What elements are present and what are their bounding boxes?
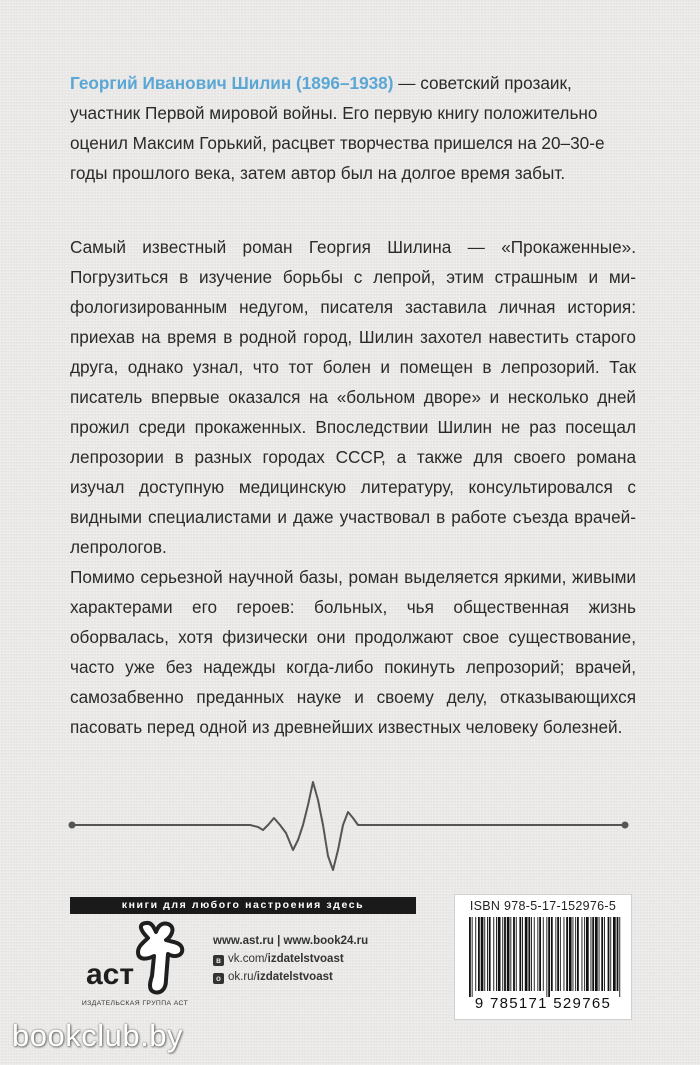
barcode-bar [478,917,480,991]
barcode-bar [498,917,501,991]
publisher-links [213,932,368,986]
barcode-bar [582,917,583,991]
heartbeat-line-icon [0,770,700,880]
barcode-bar [557,917,559,991]
barcode-bar [537,917,538,991]
logo-text: аст [86,958,135,991]
barcode-bar [531,917,532,991]
barcode-bar [591,917,592,991]
barcode-bar [584,917,585,991]
barcode-bar [516,917,517,991]
barcode-bar [484,917,485,991]
barcode-bar [555,917,556,991]
isbn-barcode-box [454,894,632,1020]
barcode-bar [599,917,600,991]
book-annotation [70,232,636,742]
barcode-bar [539,917,541,991]
barcode-bar [469,917,471,997]
barcode-bar [522,917,523,991]
barcode-bar [504,917,506,991]
barcode-bar [575,917,576,991]
publisher-name: ИЗДАТЕЛЬСКАЯ ГРУППА АСТ [81,1000,189,1007]
annotation-paragraph-1: Самый известный роман Георгия Шилина — «Прокаженные». Погрузиться в изучение борьбы с лепрой, этим страшным и мифологизированным недугом, писателя заставила личная история: приехав на время в родной город, Шилин захотел навестить старого друга, однако узнал, что тот болен и помещен в лепрозорий. Так писатель впервые оказался на «больном дворе» и несколько дней прожил среди прокаженных. Впоследствии Шилин не раз посещал лепрозории в разных городах СССР, а также для своего романа изучал доступную медицинскую литературу, консультировался с видными специалистами и даже участвовал в работе съезда врачей-лепрологов. [70,237,636,557]
barcode-bar [586,917,589,991]
barcode-bar [617,917,619,991]
barcode-bar [489,917,491,991]
barcode-bar [493,917,494,991]
vk-icon: в [213,955,224,966]
barcode-icon [467,917,625,997]
barcode-bar [496,917,497,991]
annotation-paragraph-2: Помимо серьезной научной базы, роман выделяется яркими, живыми характерами его героев: больных, чья общественная жизнь оборвалась, хотя физически они продолжают свое существование, часто уже без надежды когда-либо покинуть лепрозорий; врачей, самозабвенно преданных науке и своему делу, отказывающихся пасовать перед одной из древнейших известных человеку болезней. [70,567,636,737]
barcode-bar [564,917,565,991]
watermark: bookclub.by [12,1018,183,1053]
isbn-digits: 9 785171 529765 [474,995,612,1012]
barcode-bar [610,917,611,991]
website-links[interactable]: www.ast.ru | www.book24.ru [213,935,369,947]
tagline-banner: книги для любого настроения здесь [70,897,416,914]
barcode-bar [510,917,511,991]
vk-link[interactable] [213,950,368,968]
ok-handle: izdatelstvoast [256,971,333,983]
barcode-bar [548,917,550,997]
barcode-bar [472,917,473,997]
author-intro [70,68,636,188]
ast-logo-icon [80,920,190,1010]
barcode-bar [543,917,544,991]
barcode-bar [577,917,579,991]
barcode-bar [519,917,521,991]
barcode-bar [560,917,561,991]
barcode-bar [551,917,553,991]
barcode-bar [475,917,476,991]
barcode-bar [534,917,535,991]
barcode-bar [569,917,572,991]
author-bio: — советский прозаик, участник Первой мировой войны. Его первую книгу положительно оценил Максим Горький, расцвет творчества пришелся на 20–30-е годы прошлого века, затем автор был на долгое время забыт. [70,73,605,183]
barcode-bar [573,917,574,991]
author-name: Георгий Иванович Шилин (1896–1938) [70,73,394,93]
barcode-bar [566,917,568,991]
barcode-bar [608,917,610,991]
vk-handle: izdatelstvoast [267,953,344,965]
barcode-bar [507,917,510,991]
barcode-bar [595,917,598,991]
barcode-bar [601,917,603,991]
barcode-bar [546,917,547,997]
barcode-bar [513,917,515,991]
barcode-bar [502,917,503,991]
ok-prefix: ok.ru/ [228,971,257,983]
barcode-bar [487,917,488,991]
barcode-bar [619,917,620,997]
ok-link[interactable] [213,968,368,986]
barcode-bar [613,917,616,991]
barcode-bar [592,917,594,991]
barcode-bar [604,917,605,991]
vk-prefix: vk.com/ [228,953,268,965]
ok-icon: о [213,973,224,984]
barcode-bar [525,917,528,991]
barcode-bar [528,917,530,991]
barcode-bar [481,917,484,991]
isbn-label: ISBN 978-5-17-152976-5 [469,899,617,913]
